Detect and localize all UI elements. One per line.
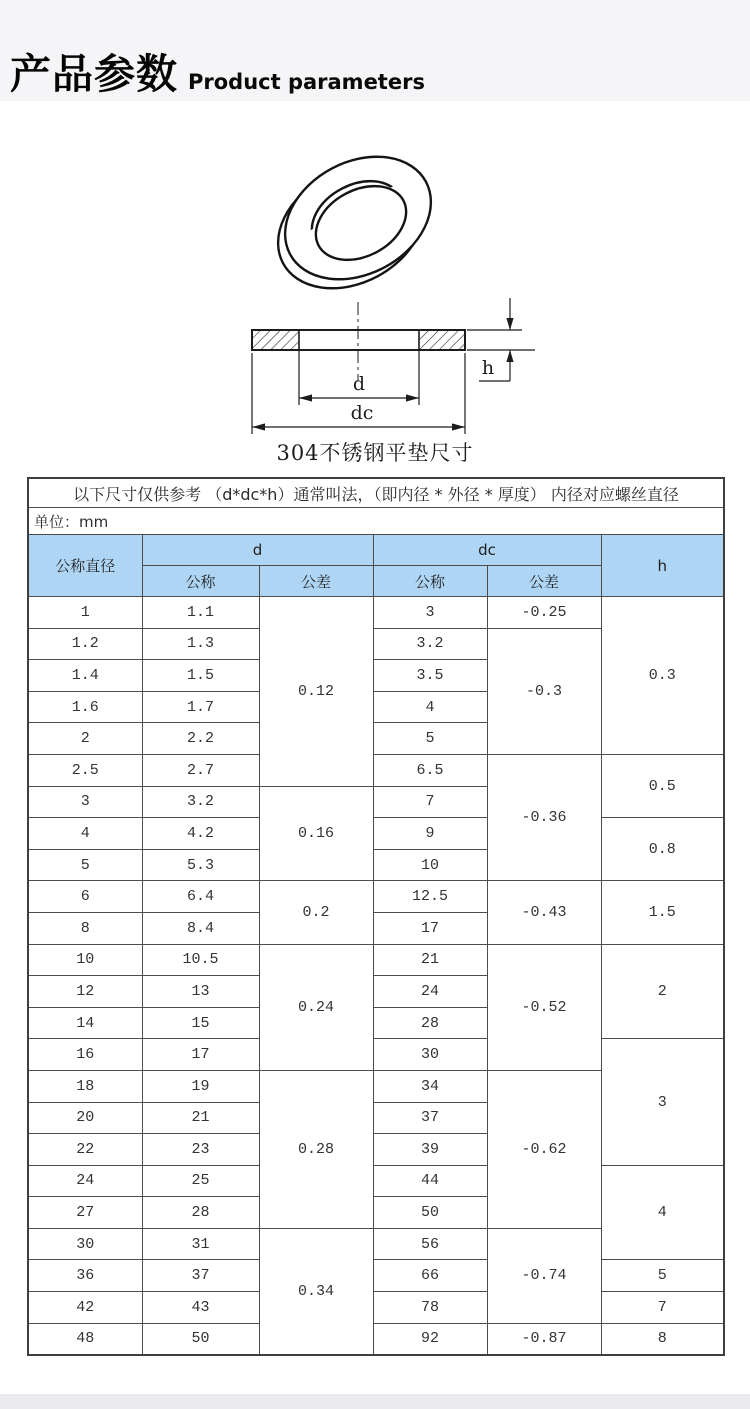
cell-dc-nominal: 92	[373, 1323, 487, 1355]
page-footer-band	[0, 1394, 750, 1409]
col-header-d-tolerance: 公差	[259, 566, 373, 597]
cell-dc-nominal: 4	[373, 691, 487, 723]
cell-h: 0.8	[601, 818, 724, 881]
cell-h: 0.3	[601, 597, 724, 755]
table-row	[28, 1039, 724, 1071]
cross-section-left-hatch	[252, 330, 299, 350]
cell-dc-nominal: 66	[373, 1260, 487, 1292]
cell-dc-nominal: 39	[373, 1134, 487, 1166]
cell-nominal-diameter: 1.6	[28, 691, 142, 723]
cell-d-nominal: 1.3	[142, 628, 259, 660]
cell-d-nominal: 37	[142, 1260, 259, 1292]
cell-d-nominal: 43	[142, 1292, 259, 1324]
col-header-dc: dc	[373, 535, 601, 566]
cell-nominal-diameter: 1.4	[28, 660, 142, 692]
cell-nominal-diameter: 10	[28, 944, 142, 976]
header-row-groups	[28, 535, 724, 566]
notice-row	[28, 478, 724, 508]
cross-section-drawing	[252, 302, 465, 381]
cell-d-nominal: 50	[142, 1323, 259, 1355]
h-dimension	[467, 298, 535, 381]
table-row	[28, 818, 724, 850]
cell-d-nominal: 6.4	[142, 881, 259, 913]
cell-dc-tolerance: -0.52	[487, 944, 601, 1070]
cell-d-nominal: 1.1	[142, 597, 259, 629]
unit-row	[28, 508, 724, 535]
cell-dc-tolerance: -0.3	[487, 628, 601, 754]
cell-dc-nominal: 17	[373, 912, 487, 944]
cell-nominal-diameter: 4	[28, 818, 142, 850]
cell-dc-nominal: 9	[373, 818, 487, 850]
col-header-d: d	[142, 535, 373, 566]
cell-dc-nominal: 30	[373, 1039, 487, 1071]
cell-nominal-diameter: 24	[28, 1165, 142, 1197]
cell-dc-nominal: 78	[373, 1292, 487, 1324]
washer-3d-drawing	[257, 135, 453, 313]
cell-nominal-diameter: 8	[28, 912, 142, 944]
cell-dc-nominal: 5	[373, 723, 487, 755]
cell-nominal-diameter: 20	[28, 1102, 142, 1134]
cell-d-nominal: 13	[142, 976, 259, 1008]
cell-nominal-diameter: 36	[28, 1260, 142, 1292]
cell-dc-nominal: 10	[373, 849, 487, 881]
cell-d-nominal: 2.7	[142, 754, 259, 786]
cell-dc-tolerance: -0.36	[487, 754, 601, 880]
cell-dc-tolerance: -0.43	[487, 881, 601, 944]
cell-dc-nominal: 12.5	[373, 881, 487, 913]
cell-h: 8	[601, 1323, 724, 1355]
washer-spec-table	[27, 477, 725, 1356]
cell-d-nominal: 4.2	[142, 818, 259, 850]
table-row	[28, 1323, 724, 1355]
cell-h: 3	[601, 1039, 724, 1165]
cell-dc-nominal: 28	[373, 1007, 487, 1039]
table-row	[28, 1260, 724, 1292]
cell-d-tolerance: 0.34	[259, 1228, 373, 1355]
page-title: 产品参数	[10, 50, 178, 98]
cell-h: 0.5	[601, 754, 724, 817]
h-dimension-label: h	[481, 357, 495, 379]
cell-nominal-diameter: 22	[28, 1134, 142, 1166]
cell-dc-nominal: 21	[373, 944, 487, 976]
cell-dc-tolerance: -0.74	[487, 1228, 601, 1323]
table-unit-label: 单位：mm	[28, 508, 724, 535]
cell-d-tolerance: 0.24	[259, 944, 373, 1070]
cell-h: 5	[601, 1260, 724, 1292]
cell-d-tolerance: 0.16	[259, 786, 373, 881]
cell-h: 1.5	[601, 881, 724, 944]
d-dimension-label: d	[352, 373, 366, 395]
cell-d-nominal: 21	[142, 1102, 259, 1134]
col-header-dc-tolerance: 公差	[487, 566, 601, 597]
table-row	[28, 944, 724, 976]
cell-nominal-diameter: 14	[28, 1007, 142, 1039]
cell-h: 2	[601, 944, 724, 1039]
table-row	[28, 1292, 724, 1324]
cell-nominal-diameter: 2.5	[28, 754, 142, 786]
cell-dc-nominal: 3.5	[373, 660, 487, 692]
col-header-h: h	[601, 535, 724, 597]
cell-nominal-diameter: 1.2	[28, 628, 142, 660]
d-dimension	[299, 350, 419, 405]
cell-d-nominal: 5.3	[142, 849, 259, 881]
cell-d-nominal: 19	[142, 1070, 259, 1102]
cell-dc-nominal: 44	[373, 1165, 487, 1197]
cell-nominal-diameter: 1	[28, 597, 142, 629]
cell-nominal-diameter: 27	[28, 1197, 142, 1229]
cell-d-nominal: 1.7	[142, 691, 259, 723]
cell-nominal-diameter: 42	[28, 1292, 142, 1324]
table-row	[28, 754, 724, 786]
dc-dimension-label: dc	[350, 402, 374, 424]
cell-nominal-diameter: 6	[28, 881, 142, 913]
cell-dc-nominal: 3.2	[373, 628, 487, 660]
table-notice: 以下尺寸仅供参考 （d*dc*h）通常叫法，（即内径 * 外径 * 厚度） 内径对应螺丝直径	[28, 478, 724, 508]
cell-h: 7	[601, 1292, 724, 1324]
washer-diagrams	[0, 135, 750, 470]
page-subtitle: Product parameters	[188, 70, 425, 94]
cell-nominal-diameter: 2	[28, 723, 142, 755]
cell-h: 4	[601, 1165, 724, 1260]
cell-d-nominal: 2.2	[142, 723, 259, 755]
cell-dc-nominal: 24	[373, 976, 487, 1008]
cross-section-right-hatch	[419, 330, 465, 350]
cell-d-nominal: 25	[142, 1165, 259, 1197]
col-header-dc-nominal: 公称	[373, 566, 487, 597]
cell-d-nominal: 31	[142, 1228, 259, 1260]
table-row	[28, 881, 724, 913]
cell-d-nominal: 23	[142, 1134, 259, 1166]
table-head	[28, 478, 724, 597]
cell-dc-nominal: 56	[373, 1228, 487, 1260]
cell-nominal-diameter: 5	[28, 849, 142, 881]
cell-nominal-diameter: 3	[28, 786, 142, 818]
cell-dc-tolerance: -0.87	[487, 1323, 601, 1355]
cell-dc-tolerance: -0.25	[487, 597, 601, 629]
cell-dc-nominal: 3	[373, 597, 487, 629]
cell-nominal-diameter: 16	[28, 1039, 142, 1071]
cell-d-tolerance: 0.28	[259, 1070, 373, 1228]
cell-dc-nominal: 7	[373, 786, 487, 818]
cell-dc-nominal: 6.5	[373, 754, 487, 786]
table-row	[28, 597, 724, 629]
col-header-nominal-diameter: 公称直径	[28, 535, 142, 597]
cell-d-nominal: 1.5	[142, 660, 259, 692]
cell-nominal-diameter: 48	[28, 1323, 142, 1355]
cell-d-nominal: 3.2	[142, 786, 259, 818]
cell-d-nominal: 28	[142, 1197, 259, 1229]
cell-d-nominal: 10.5	[142, 944, 259, 976]
cell-dc-nominal: 34	[373, 1070, 487, 1102]
cell-d-nominal: 15	[142, 1007, 259, 1039]
cell-dc-nominal: 50	[373, 1197, 487, 1229]
cell-d-nominal: 8.4	[142, 912, 259, 944]
cell-dc-tolerance: -0.62	[487, 1070, 601, 1228]
cell-nominal-diameter: 12	[28, 976, 142, 1008]
cell-d-tolerance: 0.2	[259, 881, 373, 944]
cell-dc-nominal: 37	[373, 1102, 487, 1134]
col-header-d-nominal: 公称	[142, 566, 259, 597]
washer-table-body	[28, 597, 724, 1356]
cell-d-nominal: 17	[142, 1039, 259, 1071]
cell-d-tolerance: 0.12	[259, 597, 373, 787]
section-header	[0, 0, 750, 101]
cell-nominal-diameter: 18	[28, 1070, 142, 1102]
diagram-caption: 304不锈钢平垫尺寸	[276, 441, 474, 465]
table-row	[28, 1165, 724, 1197]
cell-nominal-diameter: 30	[28, 1228, 142, 1260]
